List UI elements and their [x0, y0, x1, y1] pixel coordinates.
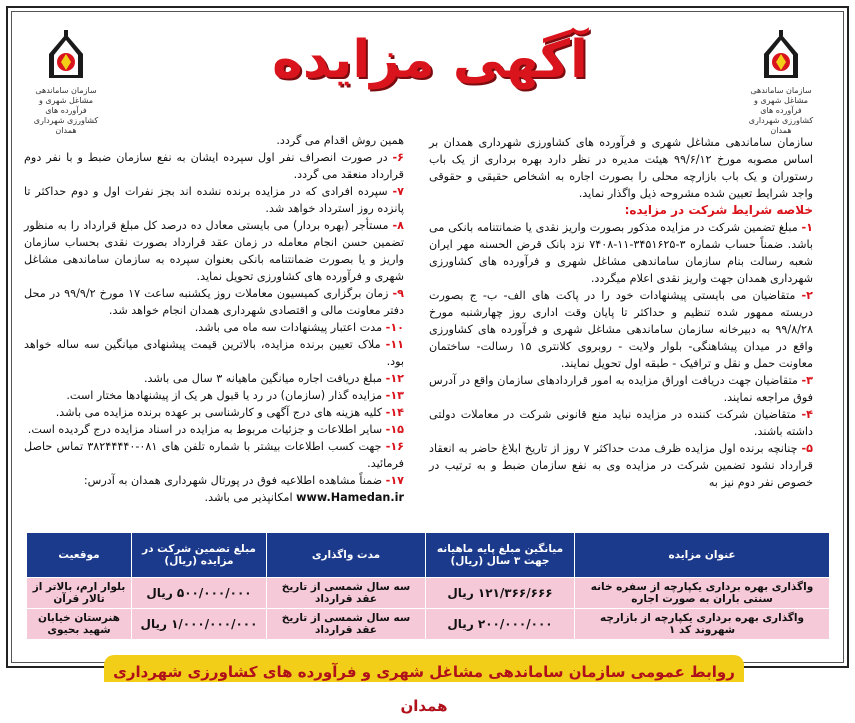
table-header-cell: موقعیت [27, 533, 132, 578]
condition-item [24, 183, 404, 217]
condition-number: ۵- [801, 442, 813, 455]
table-cell: واگذاری بهره برداری یکپارچه از بازارچه شهروند کد ۱ [575, 609, 830, 640]
condition-number: ۶- [392, 151, 404, 164]
table-header-cell: مدت واگذاری [267, 533, 426, 578]
condition-number: ۱۳- [385, 389, 404, 402]
table-header-cell: عنوان مزایده [575, 533, 830, 578]
condition-item [429, 406, 813, 440]
condition-number: ۳- [801, 374, 814, 387]
dome-emblem-icon [43, 30, 89, 82]
condition-text: مبلغ دریافت اجاره میانگین ماهیانه ۳ سال می باشد. [143, 372, 383, 385]
logo-caption: سازمان ساماندهی مشاغل شهری و فرآورده های کشاورزی شهرداری همدان [748, 86, 814, 135]
table-cell: ۱۲۱/۳۶۶/۶۶۶ ریال [426, 578, 575, 609]
condition-text: مزایده گذار (سازمان) در رد یا قبول هر یک از پیشنهادها مختار است. [66, 389, 383, 402]
dome-emblem-icon [758, 30, 804, 82]
left-column [24, 132, 404, 506]
condition-item [429, 287, 813, 372]
condition-text: متقاضیان جهت دریافت اوراق مزایده به امور قراردادهای سازمان واقع در آدرس فوق مراجعه نمایند. [429, 374, 813, 404]
table-cell: ۲۰۰/۰۰۰/۰۰۰ ریال [426, 609, 575, 640]
condition-item [429, 440, 813, 491]
condition-number: ۹- [392, 287, 404, 300]
footer-banner: روابط عمومی سازمان ساماندهی مشاغل شهری و فرآورده های کشاورزی شهرداری همدان [104, 655, 744, 682]
right-column [429, 134, 813, 491]
table-header-row [27, 533, 830, 578]
condition-item [429, 219, 813, 287]
condition-number: ۱۲- [385, 372, 404, 385]
condition-text: متقاضیان می بایستی پیشنهادات خود را در پاکت های الف- ب- ج بصورت دربسته ممهور شده تنظیم و حداکثر تا پایان وقت اداری روز چهارشنبه مورخ ۹۹/۸/۲۸ به دبیرخانه سازمان ساماندهی مشاغل شهری و فرآورده های کشاورزی واقع در میدان پیشاهنگی- بلوار ولایت - روبروی کلانتری ۱۵ رسالت- ساختمان معاونت حمل و نقل و ترافیک - طبقه اول تحویل نمایند. [429, 289, 813, 370]
condition-item [24, 370, 404, 387]
table-cell: ۵۰۰/۰۰۰/۰۰۰ ریال [132, 578, 267, 609]
conditions-list-right [429, 219, 813, 491]
condition-text: کلیه هزینه های درج آگهی و کارشناسی بر عهده برنده مزایده می باشد. [55, 406, 383, 419]
condition-number: ۱- [801, 221, 813, 234]
condition-item [24, 387, 404, 404]
condition-item [24, 421, 404, 438]
intro-paragraph: سازمان ساماندهی مشاغل شهری و فرآورده های کشاورزی شهرداری همدان بر اساس مصوبه مورخ ۹۹/۶/۱۲ هیئت مدیره در نظر دارد بهره برداری از یک باب رستوران و یک باب بازارچه محلی را بصورت اجاره به اشخاص حقیقی و حقوقی واجد شرایط تعیین شده مشروحه ذیل واگذار نماید. [429, 136, 813, 200]
condition-number: ۱۶- [385, 440, 405, 453]
condition-number: ۸- [392, 219, 405, 232]
condition-text: چنانچه برنده اول مزایده ظرف مدت حداکثر ۷ روز از تاریخ ابلاغ حاضر به انعقاد قرارداد نشود تضمین شرکت در مزایده وی به نفع سازمان ضبط و به ترتیب در خصوص نفر دوم نیز به [429, 442, 813, 489]
condition-text: مدت اعتبار پیشنهادات سه ماه می باشد. [194, 321, 383, 334]
condition-text: سایر اطلاعات و جزئیات مربوط به مزایده در اسناد مزایده درج گردیده است. [27, 423, 383, 436]
continuation-text: همین روش اقدام می گردد. [276, 134, 404, 147]
condition-text: مستأجر (بهره بردار) می بایستی معادل ده درصد کل مبلغ قرارداد را به منظور تضمین حسن انجام معامله در زمان عقد قرارداد بصورت نقدی بحساب سازمان واریز و یا بصورت ضمانتنامه بانکی بعنوان سپرده به سازمان ساماندهی مشاغل شهری و فرآورده های کشاورزی تحویل نماید. [24, 219, 404, 283]
condition-text: جهت کسب اطلاعات بیشتر با شماره تلفن های ۰۸۱-۳۸۲۴۴۴۴۰ تماس حاصل فرمائید. [24, 440, 404, 470]
table-row [27, 578, 830, 609]
table-cell: سه سال شمسی از تاریخ عقد قرارداد [267, 578, 426, 609]
condition-text: ضمناً مشاهده اطلاعیه فوق در پورتال شهرداری همدان به آدرس: [83, 474, 383, 487]
table-cell: واگذاری بهره برداری یکپارچه از سفره خانه سنتی باران به صورت اجاره [575, 578, 830, 609]
table-cell: ۱/۰۰۰/۰۰۰/۰۰۰ ریال [132, 609, 267, 640]
table-cell: بلوار ارم، بالاتر از تالار قرآن [27, 578, 132, 609]
logo-caption: سازمان ساماندهی مشاغل شهری و فرآورده های کشاورزی شهرداری همدان [33, 86, 99, 135]
condition-text: در صورت انصراف نفر اول سپرده ایشان به نفع سازمان ضبط و با نفر دوم قرارداد منعقد می گردد. [24, 151, 404, 181]
condition-number: ۱۱- [385, 338, 404, 351]
condition-text: مبلغ تضمین شرکت در مزایده مذکور بصورت واریز نقدی یا ضمانتنامه بانکی می باشد. ضمناً حساب شماره ۳-۳۴۵۱۶۲۵-۱۱-۷۴۰۸ نزد بانک قرض الحسنه مهر ایران شعبه رسالت بنام سازمان ساماندهی مشاغل شهری و فرآورده های کشاورزی شهرداری همدان جهت واریز نقدی اعلام میگردد. [429, 221, 813, 285]
condition-text: سپرده افرادی که در مزایده برنده نشده اند بجز نفرات اول و دوم حداکثر تا پانزده روز استرداد خواهد شد. [24, 185, 404, 215]
auction-table [26, 532, 830, 640]
condition-item [24, 472, 404, 489]
condition-item [24, 336, 404, 370]
table-row [27, 609, 830, 640]
condition-item [24, 149, 404, 183]
condition-number: ۱۷- [385, 474, 404, 487]
condition-item [24, 285, 404, 319]
condition-number: ۱۴- [385, 406, 404, 419]
table-cell: سه سال شمسی از تاریخ عقد قرارداد [267, 609, 426, 640]
condition-number: ۱۵- [385, 423, 404, 436]
condition-text: زمان برگزاری کمیسیون معاملات روز یکشنبه ساعت ۱۷ مورخ ۹۹/۹/۲ در محل دفتر معاونت مالی و اقتصادی شهرداری همدان انجام خواهد شد. [24, 287, 404, 317]
condition-text: متقاضیان شرکت کننده در مزایده نباید منع قانونی شرکت در معاملات دولتی داشته باشند. [429, 408, 813, 438]
condition-item [24, 217, 404, 285]
condition-item [24, 438, 404, 472]
portal-line-tail: امکانپذیر می باشد. [204, 491, 293, 504]
portal-line [24, 489, 404, 506]
condition-item [429, 372, 813, 406]
table-header-cell: میانگین مبلغ پایه ماهیانه جهت ۳ سال (ریال) [426, 533, 575, 578]
condition-item [24, 404, 404, 421]
page-title: آگهی مزایده [272, 30, 588, 90]
table-header-cell: مبلغ تضمین شرکت در مزایده (ریال) [132, 533, 267, 578]
condition-number: ۱۰- [385, 321, 404, 334]
portal-url-link[interactable]: www.Hamedan.ir [296, 491, 404, 504]
summary-heading: خلاصه شرایط شرکت در مزایده: [624, 203, 813, 217]
condition-item [24, 319, 404, 336]
condition-number: ۴- [801, 408, 813, 421]
table-cell: هنرستان خیابان شهید بحیوی [27, 609, 132, 640]
condition-number: ۷- [392, 185, 404, 198]
condition-text: ملاک تعیین برنده مزایده، بالاترین قیمت پیشنهادی میانگین سه ساله خواهد بود. [24, 338, 404, 368]
conditions-list-left [24, 149, 404, 489]
condition-number: ۲- [801, 289, 813, 302]
organization-logo-right [741, 30, 821, 136]
organization-logo-left [26, 30, 106, 136]
